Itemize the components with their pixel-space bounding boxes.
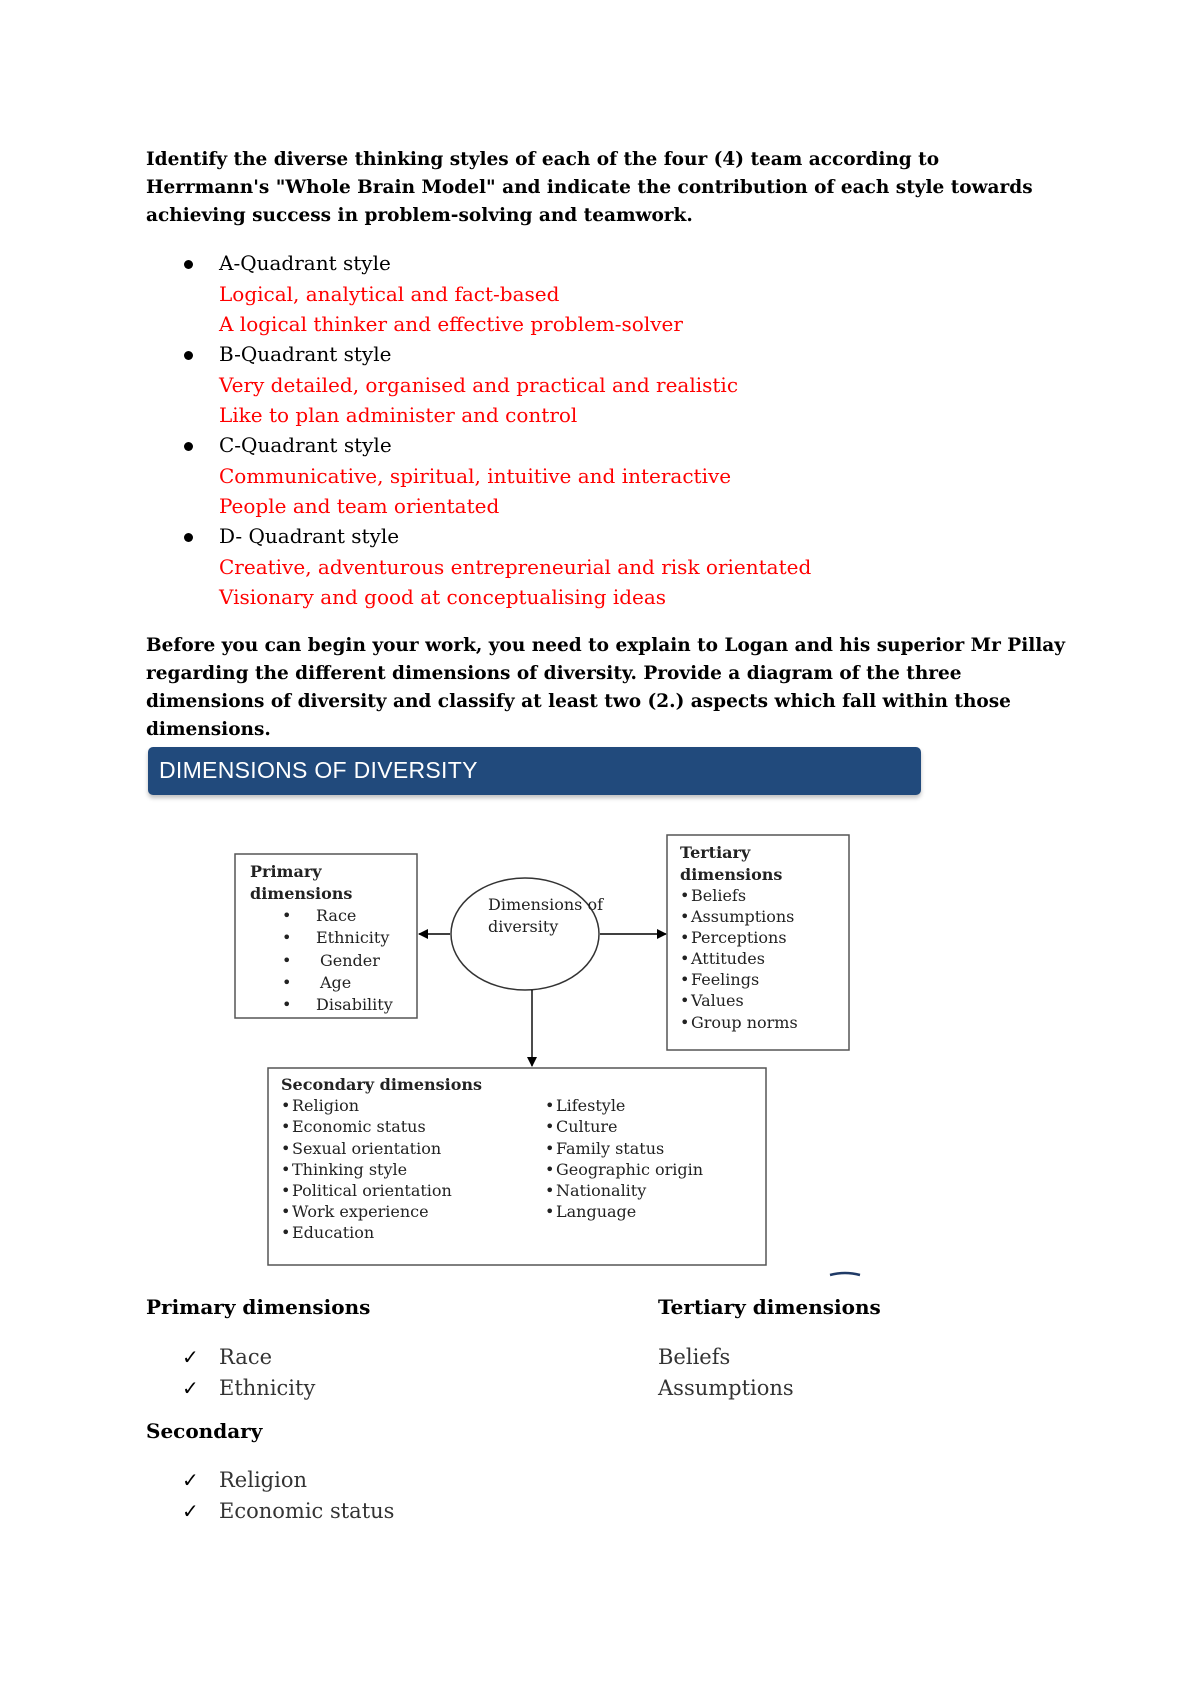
secondary-answer-list — [146, 1465, 566, 1527]
quadrant-description: Visionary and good at conceptualising ideas — [219, 585, 667, 609]
secondary-item: Culture — [556, 1117, 618, 1136]
quadrant-description: Like to plan administer and control — [219, 403, 578, 427]
tertiary-item: Perceptions — [691, 928, 787, 947]
quadrant-description: Logical, analytical and fact-based — [219, 282, 560, 306]
quadrant-title: C-Quadrant style — [219, 433, 392, 457]
quadrant-description: Very detailed, organised and practical and realistic — [219, 373, 739, 397]
check-icon: ✓ — [182, 1345, 199, 1369]
primary-item: Gender — [320, 951, 380, 970]
tertiary-item: Feelings — [691, 970, 760, 989]
answer-item: Race — [219, 1345, 273, 1369]
check-icon: ✓ — [182, 1468, 199, 1492]
primary-title: Primary — [250, 862, 322, 881]
primary-item: Disability — [316, 995, 393, 1014]
tertiary-item: Group norms — [691, 1013, 798, 1032]
primary-item: Age — [320, 973, 352, 992]
center-label: Dimensions of — [488, 895, 604, 914]
secondary-item: Religion — [292, 1096, 360, 1115]
secondary-item: Family status — [556, 1139, 665, 1158]
bullet-icon: • — [282, 906, 292, 925]
answer-item: Beliefs — [658, 1345, 731, 1369]
bullet-icon: • — [281, 1096, 291, 1115]
bullet-icon: • — [281, 1181, 291, 1200]
bullet-icon: • — [680, 886, 690, 905]
list-item — [146, 1342, 566, 1373]
quadrant-description: People and team orientated — [219, 494, 500, 518]
bullet-icon: • — [281, 1160, 291, 1179]
check-icon: ✓ — [182, 1376, 199, 1400]
bullet-icon: • — [545, 1160, 555, 1179]
quadrant-title: B-Quadrant style — [219, 342, 392, 366]
tertiary-item: Assumptions — [691, 907, 795, 926]
bullet-icon: • — [281, 1117, 291, 1136]
secondary-item: Economic status — [292, 1117, 426, 1136]
secondary-answer-heading: Secondary — [146, 1419, 263, 1443]
bullet-icon: • — [281, 1202, 291, 1221]
bullet-icon: • — [680, 1013, 690, 1032]
tertiary-answer-list — [658, 1342, 1058, 1404]
bullet-icon: • — [680, 928, 690, 947]
check-icon: ✓ — [182, 1499, 199, 1523]
bullet-icon: • — [545, 1096, 555, 1115]
bullet-icon: • — [680, 991, 690, 1010]
secondary-title: Secondary dimensions — [281, 1075, 483, 1094]
bullet-icon: • — [281, 1139, 291, 1158]
primary-answer-heading: Primary dimensions — [146, 1295, 371, 1319]
primary-item: Race — [316, 906, 357, 925]
tertiary-title: Tertiary — [680, 843, 751, 862]
quadrant-title: A-Quadrant style — [219, 251, 391, 275]
secondary-item: Nationality — [556, 1181, 647, 1200]
bullet-icon: • — [545, 1181, 555, 1200]
answer-item: Ethnicity — [219, 1376, 316, 1400]
secondary-item: Education — [292, 1223, 375, 1242]
primary-answer-list — [146, 1342, 566, 1404]
primary-title: dimensions — [250, 884, 353, 903]
secondary-item: Work experience — [292, 1202, 429, 1221]
list-item — [146, 1496, 566, 1527]
question-whole-brain: Identify the diverse thinking styles of each of the four (4) team according to Herrmann's "Whole Brain Model" and indicate the contribution of each style towards achieving success in problem-solving and teamwork. — [146, 149, 1033, 226]
bullet-icon: • — [281, 1223, 291, 1242]
banner-title: DIMENSIONS OF DIVERSITY — [159, 757, 478, 783]
bullet-icon: • — [282, 973, 292, 992]
bullet-icon: • — [282, 928, 292, 947]
answer-item: Economic status — [219, 1499, 395, 1523]
bullet-icon: • — [680, 907, 690, 926]
tertiary-item: Attitudes — [691, 949, 765, 968]
bullet-icon: • — [545, 1117, 555, 1136]
quadrant-description: A logical thinker and effective problem-solver — [219, 312, 683, 336]
bullet-icon: • — [545, 1202, 555, 1221]
question-dimensions: Before you can begin your work, you need to explain to Logan and his superior Mr Pillay regarding the different dimensions of diversity. Provide a diagram of the three dimensions of diversity and classify at least two (2.) aspects which fall within those dimensions. — [146, 635, 1066, 740]
quadrant-title: D- Quadrant style — [219, 524, 400, 548]
tertiary-answer-heading: Tertiary dimensions — [658, 1295, 881, 1319]
quadrant-description: Creative, adventurous entrepreneurial and risk orientated — [219, 555, 812, 579]
corner-mark — [830, 1273, 860, 1275]
bullet-icon: • — [545, 1139, 555, 1158]
bullet-icon: • — [680, 970, 690, 989]
bullet-icon: • — [282, 995, 292, 1014]
bullet-icon: • — [680, 949, 690, 968]
primary-item: Ethnicity — [316, 928, 390, 947]
secondary-item: Thinking style — [292, 1160, 408, 1179]
list-item — [146, 1465, 566, 1496]
tertiary-item: Beliefs — [691, 886, 747, 905]
quadrant-description: Communicative, spiritual, intuitive and interactive — [219, 464, 732, 488]
secondary-item: Geographic origin — [556, 1160, 704, 1179]
bullet-icon: • — [282, 951, 292, 970]
secondary-item: Political orientation — [292, 1181, 452, 1200]
center-label: diversity — [488, 917, 559, 936]
tertiary-title: dimensions — [680, 865, 783, 884]
answer-item: Religion — [219, 1468, 307, 1492]
answer-item: Assumptions — [658, 1376, 794, 1400]
tertiary-item: Values — [691, 991, 744, 1010]
secondary-item: Lifestyle — [556, 1096, 626, 1115]
secondary-item: Language — [556, 1202, 637, 1221]
secondary-item: Sexual orientation — [292, 1139, 442, 1158]
list-item — [146, 1373, 566, 1404]
